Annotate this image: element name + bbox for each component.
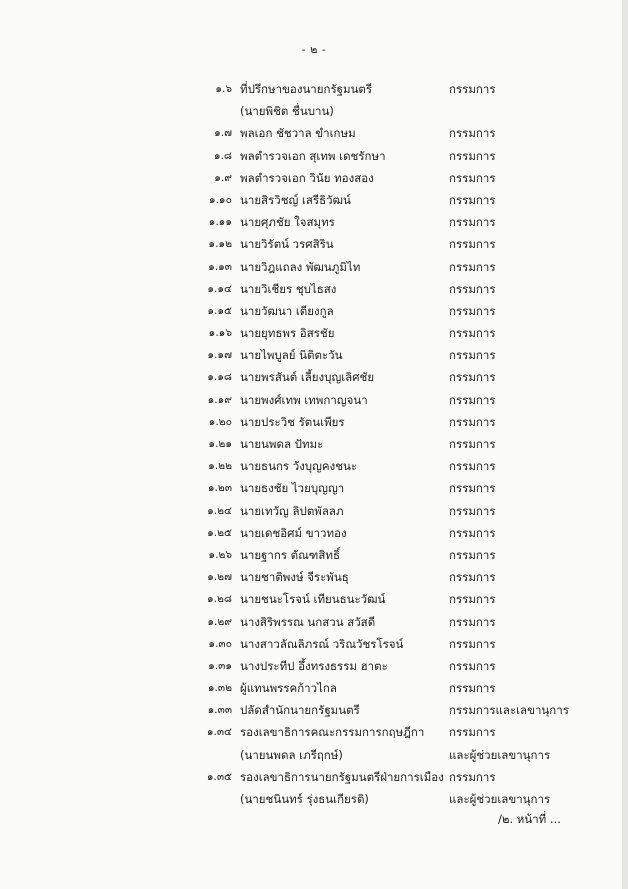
member-name: นายวิเชียร ชุบไธสง: [240, 281, 337, 296]
member-role: กรรมการ: [449, 503, 496, 518]
member-name: นายพรสันต์ เลี้ยงบุญเลิศชัย: [240, 370, 375, 385]
member-row: [0, 145, 628, 167]
member-row: [0, 411, 628, 433]
member-name: นายยุทธพร อิสรชัย: [240, 326, 335, 341]
member-row-continuation: [0, 744, 628, 766]
member-name: นางสิริพรรณ นกสวน สวัสดี: [240, 614, 376, 629]
member-name: พลตำรวจเอก วินัย ทองสอง: [240, 170, 374, 185]
member-row: [0, 344, 628, 366]
member-row: [0, 544, 628, 566]
member-row-continuation: [0, 100, 628, 122]
member-row: [0, 721, 628, 743]
member-row: [0, 766, 628, 788]
member-role-detail: และผู้ช่วยเลขานุการ: [449, 747, 551, 762]
member-name-detail: (นายชนินทร์ รุ่งธนเกียรติ): [240, 792, 369, 806]
member-row: [0, 278, 628, 300]
member-number: ๑.๒๕: [207, 526, 232, 539]
member-number: ๑.๑๔: [207, 282, 232, 295]
member-row: [0, 322, 628, 344]
member-role: กรรมการ: [449, 170, 496, 185]
member-row: [0, 78, 628, 100]
member-role: กรรมการ: [449, 658, 496, 673]
member-row-continuation: [0, 788, 628, 810]
member-name: นายชนะโรจน์ เทียนธนะวัฒน์: [240, 592, 386, 607]
member-number: ๑.๑๙: [207, 393, 232, 406]
member-number: ๑.๑๘: [207, 371, 232, 384]
member-role: กรรมการ: [449, 636, 496, 651]
footer-continuation: /๒. หน้าที่ ...: [498, 812, 561, 826]
member-role: กรรมการ: [449, 126, 496, 141]
member-name: นายวิรัตน์ วรศสิริน: [240, 237, 334, 252]
member-role: กรรมการและเลขานุการ: [449, 703, 569, 718]
member-row: [0, 477, 628, 499]
member-number: ๑.๘: [213, 149, 232, 162]
member-name-detail: (นายพิชิต ชื่นบาน): [240, 104, 334, 119]
member-role: กรรมการ: [449, 614, 496, 629]
member-role: กรรมการ: [449, 437, 496, 451]
member-row: [0, 566, 628, 588]
member-role: กรรมการ: [449, 148, 496, 163]
member-role: กรรมการ: [449, 459, 496, 474]
member-number: ๑.๓๑: [208, 659, 232, 672]
member-number: ๑.๒๐: [208, 415, 232, 428]
member-row: [0, 500, 628, 522]
member-number: ๑.๒๓: [207, 482, 232, 495]
member-number: ๑.๒๗: [207, 571, 232, 584]
member-name: ผู้แทนพรรคก้าวไกล: [240, 681, 337, 696]
member-number: ๑.๙: [214, 171, 232, 184]
member-row: [0, 522, 628, 544]
member-number: ๑.๓๕: [206, 770, 232, 783]
member-number: ๑.๑๗: [207, 349, 232, 362]
member-role: กรรมการ: [449, 326, 496, 341]
member-name: นายนพดล ปัทมะ: [240, 437, 324, 451]
member-number: ๑.๓๓: [207, 704, 232, 717]
member-role: กรรมการ: [449, 215, 496, 230]
member-number: ๑.๑๑: [208, 216, 232, 229]
member-number: ๑.๑๒: [208, 238, 232, 251]
member-role: กรรมการ: [449, 570, 496, 585]
member-name: นายประวิช รัตนเพียร: [240, 414, 345, 429]
member-row: [0, 611, 628, 633]
member-name: นายวัฒนา เตียงกูล: [240, 303, 334, 318]
member-row: [0, 633, 628, 655]
member-row: [0, 655, 628, 677]
member-row: [0, 455, 628, 477]
member-role: กรรมการ: [449, 681, 496, 696]
member-name: นายไพบูลย์ นิติตะวัน: [240, 348, 343, 363]
member-name: นายเดชอิศม์ ขาวทอง: [240, 525, 347, 540]
member-name: นายฐากร ตัณฑสิทธิ์: [240, 547, 340, 562]
member-number: ๑.๒๙: [207, 615, 232, 628]
member-name: นายวิฎแถลง พัฒนภูมิไท: [240, 259, 361, 274]
member-role: กรรมการ: [449, 192, 496, 207]
member-role: กรรมการ: [449, 414, 496, 429]
member-row: [0, 256, 628, 278]
member-row: [0, 167, 628, 189]
member-row: [0, 233, 628, 255]
member-number: ๑.๗: [214, 127, 232, 140]
member-name: รองเลขาธิการคณะกรรมการกฤษฎีกา: [240, 725, 425, 740]
member-name: นายเทวัญ ลิปตพัลลภ: [240, 503, 344, 518]
member-number: ๑.๑๖: [208, 327, 232, 340]
member-number: ๑.๒๘: [206, 593, 232, 606]
member-name: นางประทีป อึ้งทรงธรรม ฮาตะ: [240, 658, 388, 673]
member-role: กรรมการ: [449, 237, 496, 252]
member-name: นายธนกร วังบุญคงชนะ: [240, 459, 358, 474]
member-row: [0, 588, 628, 610]
member-role: กรรมการ: [449, 392, 496, 407]
member-number: ๑.๑๓: [208, 260, 232, 273]
member-number: ๑.๓๒: [207, 682, 232, 695]
member-number: ๑.๒๑: [208, 438, 232, 450]
member-role: กรรมการ: [449, 82, 496, 96]
member-role: กรรมการ: [449, 525, 496, 540]
member-row: [0, 389, 628, 411]
member-name-detail: (นายนพดล เภรีฤกษ์): [240, 747, 343, 762]
member-role: กรรมการ: [449, 370, 496, 385]
member-role: กรรมการ: [449, 281, 496, 296]
member-row: [0, 122, 628, 144]
member-row: [0, 366, 628, 388]
member-role: กรรมการ: [449, 303, 496, 318]
member-name: พลเอก ชัชวาล ขำเกษม: [240, 126, 356, 141]
member-number: ๑.๓๔: [206, 726, 232, 739]
member-role: กรรมการ: [449, 725, 496, 740]
member-role: กรรมการ: [449, 769, 496, 784]
member-row: [0, 677, 628, 699]
member-row: [0, 211, 628, 233]
member-row: [0, 189, 628, 211]
member-role: กรรมการ: [449, 481, 496, 496]
member-number: ๑.๖: [215, 83, 232, 95]
member-role-detail: และผู้ช่วยเลขานุการ: [449, 792, 551, 806]
member-role: กรรมการ: [449, 547, 496, 562]
member-number: ๑.๑๕: [207, 304, 232, 317]
member-number: ๑.๒๖: [208, 548, 232, 561]
member-name: รองเลขาธิการนายกรัฐมนตรีฝ่ายการเมือง: [240, 769, 444, 784]
member-name: นายสิรวิชญ์ เสรีธิวัฒน์: [240, 192, 351, 207]
member-row: [0, 433, 628, 455]
member-role: กรรมการ: [449, 592, 496, 607]
member-name: นางสาวลัณลิภรณ์ วริณวัชรโรจน์: [240, 636, 404, 651]
committee-roster: [0, 78, 628, 810]
member-role: กรรมการ: [449, 259, 496, 274]
member-name: ที่ปรึกษาของนายกรัฐมนตรี: [240, 82, 373, 96]
member-name: นายธงชัย ไวยบุญญา: [240, 481, 345, 496]
member-row: [0, 699, 628, 721]
member-name: นายชาติพงษ์ จีระพันธุ: [240, 570, 349, 585]
member-number: ๑.๒๔: [207, 504, 232, 517]
member-role: กรรมการ: [449, 348, 496, 363]
member-number: ๑.๑๐: [208, 193, 232, 206]
member-name: นายศุภชัย ใจสมุทร: [240, 215, 335, 230]
member-name: พลตำรวจเอก สุเทพ เดชรักษา: [240, 148, 386, 163]
member-name: ปลัดสำนักนายกรัฐมนตรี: [240, 703, 360, 718]
member-row: [0, 300, 628, 322]
member-number: ๑.๒๒: [208, 460, 232, 473]
member-name: นายพงศ์เทพ เทพกาญจนา: [240, 392, 368, 407]
member-number: ๑.๓๐: [208, 637, 232, 650]
page-number: - ๒ -: [301, 43, 327, 56]
